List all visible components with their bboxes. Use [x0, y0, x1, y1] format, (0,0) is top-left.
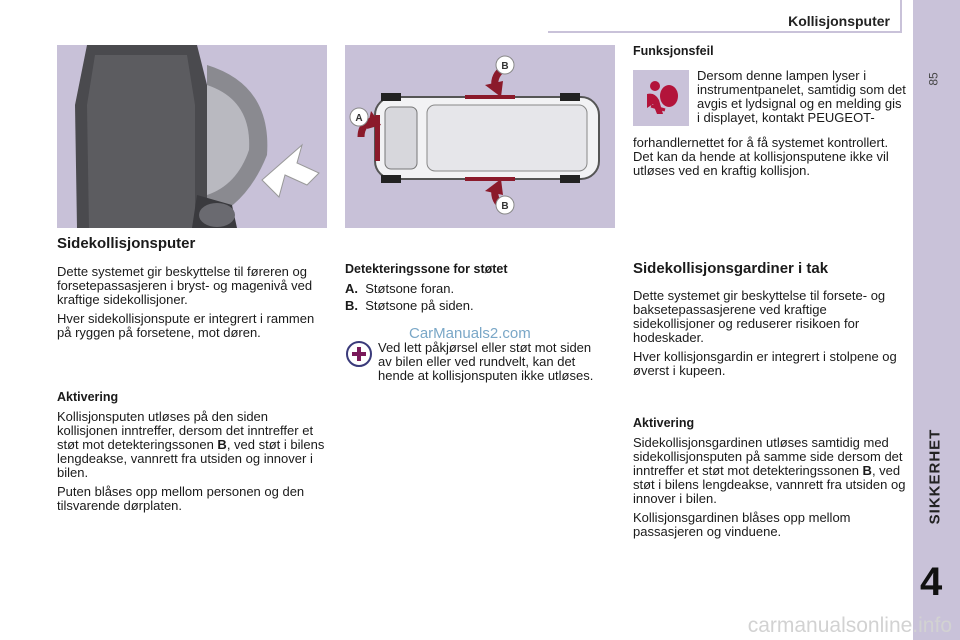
chapter-number: 4 [920, 560, 943, 604]
watermark-text: CarManuals2.com [409, 325, 531, 342]
activation-heading: Aktivering [633, 416, 695, 430]
fault-heading: Funksjonsfeil [633, 44, 714, 58]
fault-text-block-2 [633, 136, 907, 178]
zone-b-bottom-marker: B [501, 201, 509, 212]
footer-watermark: carmanualsonline.info [747, 614, 952, 637]
paragraph [633, 436, 907, 506]
zone-b-letter: B. [345, 298, 358, 313]
paragraph: forhandlernettet for å få systemet kontrollert. Det kan da hende at kollisjonsputene ikke vil utløses ved en kraftig kollisjon. [633, 135, 889, 178]
middle-column [345, 262, 610, 313]
header-rule [548, 31, 900, 33]
zone-b-item [345, 299, 610, 313]
fault-text-block [697, 69, 907, 125]
paragraph: Hver sidekollisjonspute er integrert i rammen på ryggen på forsetene, mot døren. [57, 311, 315, 340]
zone-a-item [345, 282, 610, 296]
zone-reference: B [862, 463, 872, 478]
paragraph: Dette systemet gir beskyttelse til føreren og forsetepassasjeren i bryst- og magenivå ved kraftige sidekollisjoner. [57, 264, 313, 307]
zone-b-top-marker: B [501, 61, 509, 72]
page-header-title: Kollisjonsputer [788, 13, 890, 29]
text-span: Sidekollisjonsgardinen utløses samtidig med sidekollisjonsputen på samme side dersom det inntreffer et støt mot detekteringssonen [633, 435, 903, 478]
detection-zone-diagram [345, 45, 615, 228]
note-text: Ved lett påkjørsel eller støt mot siden av bilen eller ved rundvelt, kan det hende at kollisjonsputen ikke utløses. [378, 340, 594, 383]
seat-airbag-illustration [57, 45, 327, 228]
chapter-sidebar [913, 0, 960, 640]
paragraph: Dette systemet gir beskyttelse til forsete- og baksetepassasjerene ved kraftige sidekollisjoner og reduserer risikoen for hodeskader. [633, 288, 886, 345]
paragraph: Hver kollisjonsgardin er integrert i stolpene og øverst i kupeen. [633, 349, 897, 378]
paragraph: Dersom denne lampen lyser i instrumentpanelet, samtidig som det avgis et lydsignal og en melding gis i displayet, kontakt PEUGEOT- [697, 68, 906, 125]
curtain-activation [633, 416, 907, 539]
section-heading-side-airbags: Sidekollisjonsputer [57, 235, 196, 252]
text-span: , ved støt i bilens lengdeakse, vannrett fra utsiden og innover i bilen. [633, 463, 906, 506]
paragraph: Puten blåses opp mellom personen og den tilsvarende dørplaten. [57, 484, 305, 513]
zone-a-text: Støtsone foran. [365, 281, 455, 296]
fault-heading-block [633, 44, 903, 58]
note-block [378, 341, 608, 383]
curtain-section [633, 260, 907, 378]
zone-b-text: Støtsone på siden. [365, 298, 474, 313]
activation-heading: Aktivering [57, 390, 119, 404]
header-divider-tick [900, 0, 902, 33]
airbag-warning-lamp-icon [633, 70, 689, 126]
text-span: Kollisjonsputen utløses på den siden kollisjonen inntreffer, dersom det inntreffer et støt mot detekteringssonen [57, 409, 314, 452]
zone-reference: B [217, 437, 227, 452]
page-number: 85 [926, 72, 941, 86]
paragraph [57, 410, 332, 480]
left-activation [57, 390, 332, 513]
detection-zone-heading: Detekteringssone for støtet [345, 262, 508, 276]
text-span: , ved støt i bilens lengdeakse, vannrett fra utsiden og innover i bilen. [57, 437, 325, 480]
zone-a-marker: A [355, 113, 363, 124]
zone-a-letter: A. [345, 281, 358, 296]
paragraph: Kollisjonsgardinen blåses opp mellom passasjeren og vinduene. [633, 510, 851, 539]
left-column [57, 235, 332, 340]
section-heading-curtain-airbags: Sidekollisjonsgardiner i tak [633, 260, 829, 277]
info-plus-icon [346, 341, 372, 367]
chapter-label: SIKKERHET [926, 428, 944, 525]
